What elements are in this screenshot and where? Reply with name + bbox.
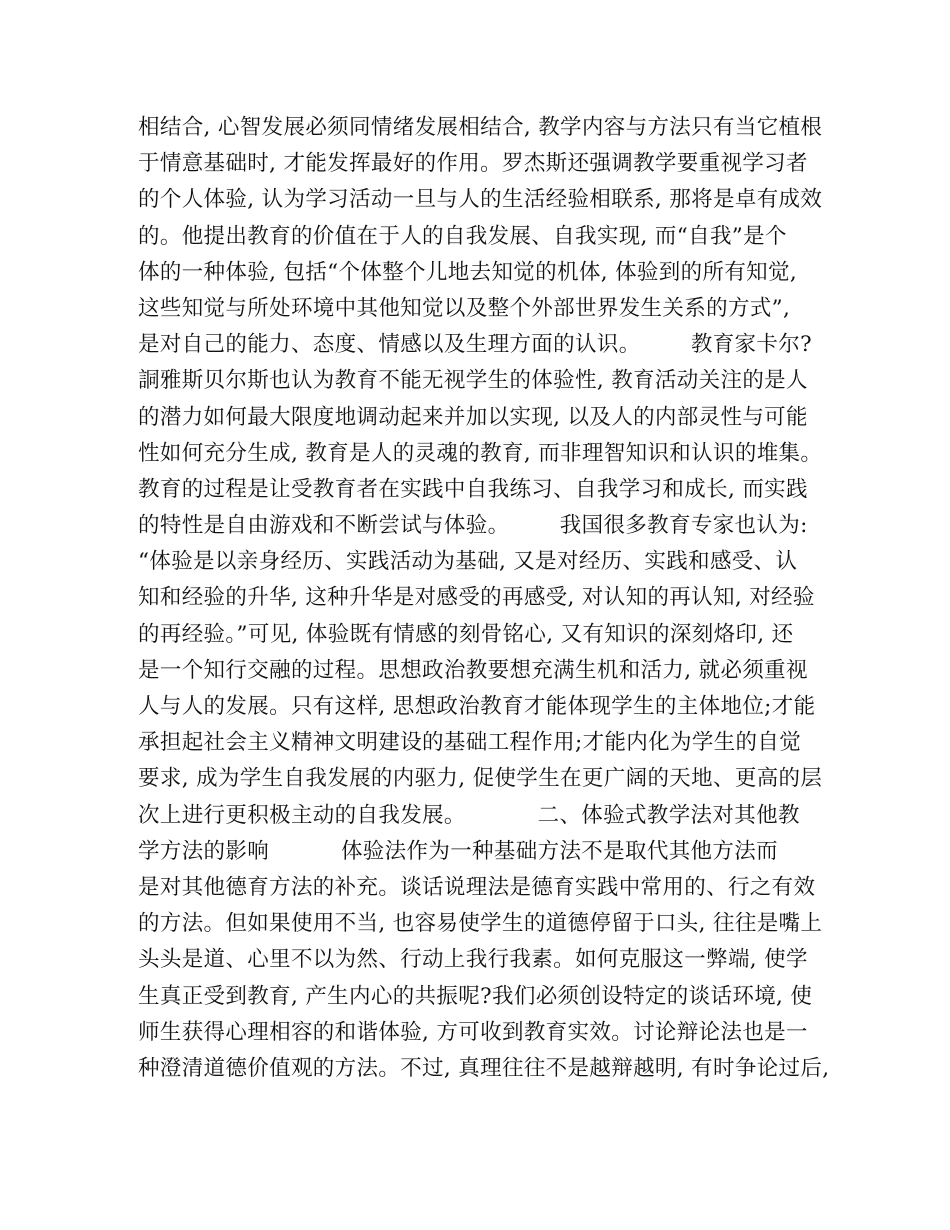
text-line: 体的一种体验, 包括“个体整个儿地去知觉的机体, 体验到的所有知觉, (138, 259, 798, 285)
text-line: 头头是道、心里不以为然、行动上我行我素。如何克服这一弊端, 使学 (138, 947, 808, 973)
text-line: 的。他提出教育的价值在于人的自我发展、自我实现, 而“自我”是个 (138, 223, 787, 249)
text-line: 性如何充分生成, 教育是人的灵魂的教育, 而非理智知识和认识的堆集。 (138, 440, 823, 466)
text-line: 的方法。但如果使用不当, 也容易使学生的道德停留于口头, 往往是嘴上 (138, 911, 823, 937)
text-line: 种澄清道德价值观的方法。不过, 真理往往不是越辩越明, 有时争论过后, (138, 1055, 830, 1081)
text-line: 知和经验的升华, 这种升华是对感受的再感受, 对认知的再认知, 对经验 (138, 585, 815, 611)
text-line: 詷雅斯贝尔斯也认为教育不能无视学生的体验性, 教育活动关注的是人 (138, 368, 808, 394)
text-line: 的潜力如何最大限度地调动起来并加以实现, 以及人的内部灵性与可能 (138, 404, 808, 430)
text-line: 承担起社会主义精神文明建设的基础工程作用;才能内化为学生的自觉 (138, 730, 802, 756)
text-line: 学方法的影响 体验法作为一种基础方法不是取代其他方法而 (138, 838, 778, 864)
text-line: 是对其他德育方法的补充。谈话说理法是德育实践中常用的、行之有效 (138, 874, 816, 900)
text-line: “体验是以亲身经历、实践活动为基础, 又是对经历、实践和感受、认 (138, 549, 798, 575)
text-line: 是一个知行交融的过程。思想政治教要想充满生机和活力, 就必须重视 (138, 657, 808, 683)
text-line: 于情意基础时, 才能发挥最好的作用。罗杰斯还强调教学要重视学习者 (138, 151, 808, 177)
body-text (138, 110, 828, 1087)
text-line: 次上进行更积极主动的自我发展。 二、体验式教学法对其他教 (138, 802, 800, 828)
text-line: 教育的过程是让受教育者在实践中自我练习、自我学习和成长, 而实践 (138, 476, 808, 502)
text-line: 的再经验。”可见, 体验既有情感的刻骨铭心, 又有知识的深刻烙印, 还 (138, 621, 794, 647)
text-line: 相结合, 心智发展必须同情绪发展相结合, 教学内容与方法只有当它植根 (138, 115, 823, 140)
text-line: 要求, 成为学生自我发展的内驱力, 促使学生在更广阔的天地、更高的层 (138, 766, 823, 792)
text-line: 人与人的发展。只有这样, 思想政治教育才能体现学生的主体地位;才能 (138, 694, 816, 719)
text-line: 这些知觉与所处环境中其他知觉以及整个外部世界发生关系的方式”, (138, 295, 791, 321)
text-line: 是对自己的能力、态度、情感以及生理方面的认识。 教育家卡尔? (138, 332, 812, 358)
text-line: 的个人体验, 认为学习活动一旦与人的生活经验相联系, 那将是卓有成效 (138, 187, 823, 213)
text-line: 师生获得心理相容的和谐体验, 方可收到教育实效。讨论辩论法也是一 (138, 1019, 808, 1045)
text-line: 的特性是自由游戏和不断尝试与体验。 我国很多教育专家也认为: (138, 513, 808, 539)
text-line: 生真正受到教育, 产生内心的共振呢?我们必须创设特定的谈话环境, 使 (138, 983, 813, 1009)
